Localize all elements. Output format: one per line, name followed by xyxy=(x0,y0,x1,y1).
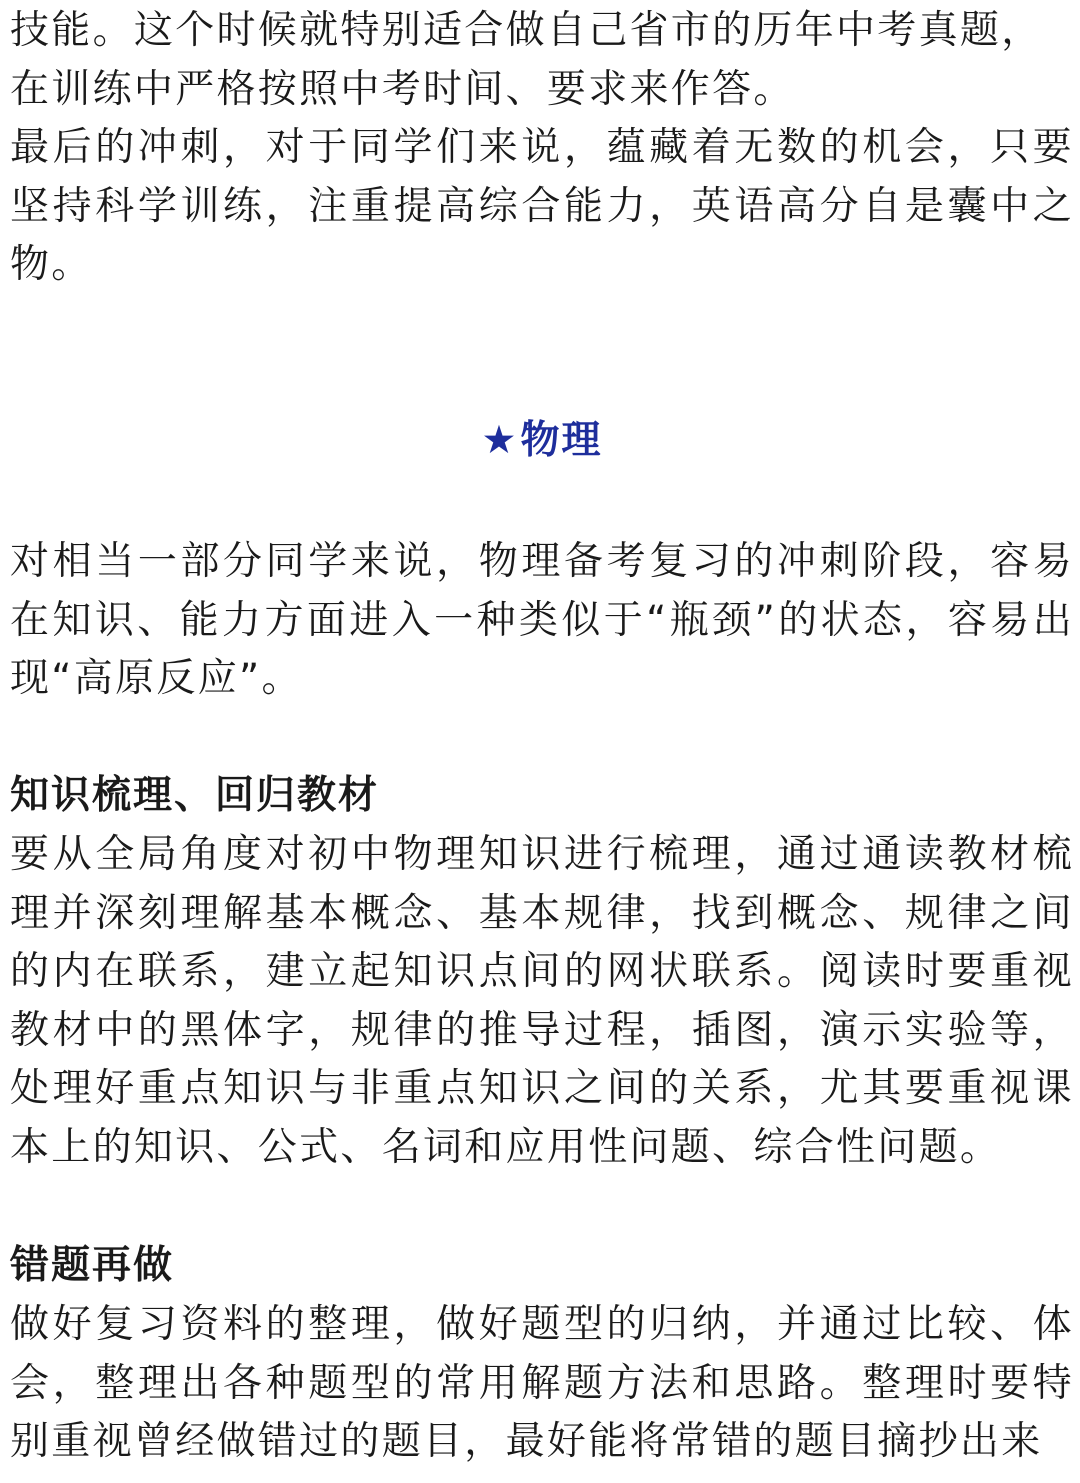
subheading-knowledge: 知识梳理、回归教材 xyxy=(10,773,380,818)
mistakes-paragraph: 做好复习资料的整理，做好题型的归纳，并通过比较、体会，整理出各种题型的常用解题方法和思路。整理时要特别重视曾经做错过的题目，最好能将常错的题目摘抄出来 xyxy=(10,1302,1074,1464)
section-title-text: 物理 xyxy=(520,418,603,463)
knowledge-paragraph: 要从全局角度对初中物理知识进行梳理，通过通读教材梳理并深刻理解基本概念、基本规律，找到概念、规律之间的内在联系，建立起知识点间的网状联系。阅读时要重视教材中的黑体字，规律的推导过程，插图，演示实验等，处理好重点知识与非重点知识之间的关系，尤其要重视课本上的知识、公式、名词和应用性问题、综合性问题。 xyxy=(10,832,1074,1170)
intro-line-1: 技能。这个时候就特别适合做自己省市的历年中考真题， xyxy=(10,8,1043,53)
intro-paragraph xyxy=(10,2,1074,295)
star-icon: ★ xyxy=(481,418,519,463)
intro-line-3: 最后的冲刺，对于同学们来说，蕴藏着无数的机会，只要坚持科学训练，注重提高综合能力，英语高分自是囊中之物。 xyxy=(10,125,1074,287)
intro-line-2: 在训练中严格按照中考时间、要求来作答。 xyxy=(10,66,795,112)
subheading-mistakes: 错题再做 xyxy=(10,1243,175,1288)
section-title-physics xyxy=(10,412,1074,470)
physics-intro-paragraph: 对相当一部分同学来说，物理备考复习的冲刺阶段，容易在知识、能力方面进入一种类似于“瓶颈”的状态，容易出现“高原反应”。 xyxy=(10,539,1074,701)
